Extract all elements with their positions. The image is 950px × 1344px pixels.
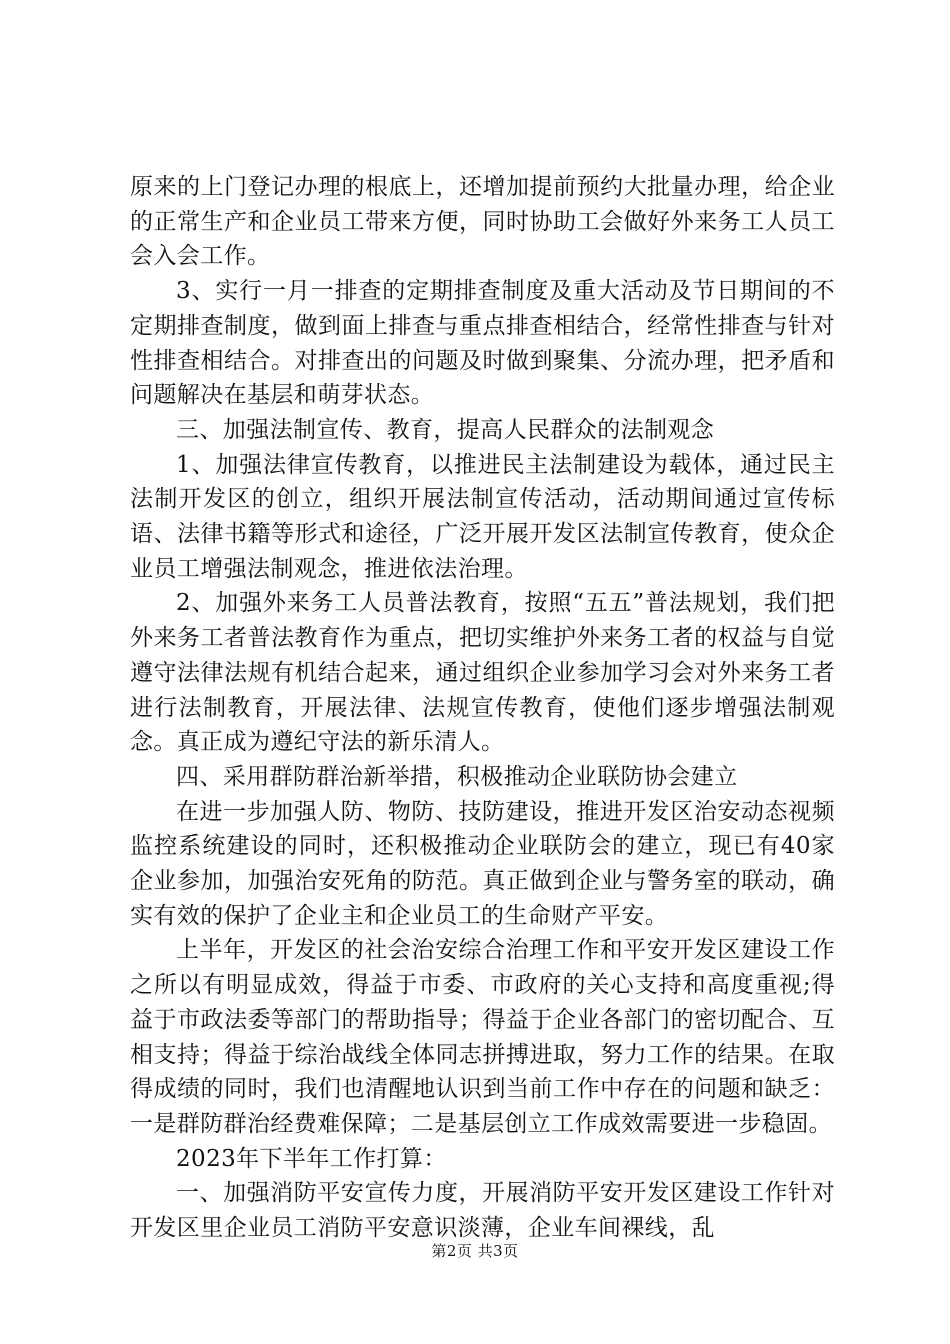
section-heading-3: 三、加强法制宣传、教育，提高人民群众的法制观念 bbox=[176, 416, 715, 443]
paragraph-legal-item-2: 2、加强外来务工人员普法教育，按照“五五”普法规划，我们把外来务工者普法教育作为重点，把切实维护外来务工者的权益与自觉遵守法律法规有机结合起来，通过组织企业参加学习会对外来务工者进行法制教育，开展法律、法规宣传教育，使他们逐步增强法制观念。真正成为遵纪守法的新乐清人。 bbox=[130, 590, 835, 756]
paragraph-plan-item-1: 一、加强消防平安宣传力度，开展消防平安开发区建设工作针对开发区里企业员工消防平安意识淡薄，企业车间裸线，乱 bbox=[130, 1180, 835, 1242]
paragraph-joint-defense: 在进一步加强人防、物防、技防建设，推进开发区治安动态视频监控系统建设的同时，还积极推动企业联防会的建立，现已有40家企业参加，加强治安死角的防范。真正做到企业与警务室的联动，确实有效的保护了企业主和企业员工的生命财产平安。 bbox=[130, 798, 835, 929]
paragraph-continuation: 原来的上门登记办理的根底上，还增加提前预约大批量办理，给企业的正常生产和企业员工带来方便，同时协助工会做好外来务工人员工会入会工作。 bbox=[130, 174, 835, 270]
paragraph-summary: 上半年，开发区的社会治安综合治理工作和平安开发区建设工作之所以有明显成效，得益于市委、市政府的关心支持和高度重视;得益于市政法委等部门的帮助指导；得益于企业各部门的密切配合、互相支持；得益于综治战线全体同志拼搏进取，努力工作的结果。在取得成绩的同时，我们也清醒地认识到当前工作中存在的问题和缺乏：一是群防群治经费难保障；二是基层创立工作成效需要进一步稳固。 bbox=[130, 937, 835, 1137]
paragraph-legal-item-1: 1、加强法律宣传教育，以推进民主法制建设为载体，通过民主法制开发区的创立，组织开展法制宣传活动，活动期间通过宣传标语、法律书籍等形式和途径，广泛开展开发区法制宣传教育，使众企业员工增强法制观念，推进依法治理。 bbox=[130, 451, 835, 582]
document-body bbox=[130, 170, 835, 1246]
section-heading-4: 四、采用群防群治新举措，积极推动企业联防协会建立 bbox=[176, 763, 738, 790]
page-footer bbox=[0, 1240, 950, 1261]
paragraph-item-3: 3、实行一月一排查的定期排查制度及重大活动及节日期间的不定期排查制度，做到面上排查与重点排查相结合，经常性排查与针对性排查相结合。对排查出的问题及时做到聚集、分流办理，把矛盾和问题解决在基层和萌芽状态。 bbox=[130, 278, 835, 409]
plan-heading: 2023年下半年工作打算： bbox=[176, 1145, 447, 1172]
page-number-label: 第2页 共3页 bbox=[431, 1242, 519, 1260]
